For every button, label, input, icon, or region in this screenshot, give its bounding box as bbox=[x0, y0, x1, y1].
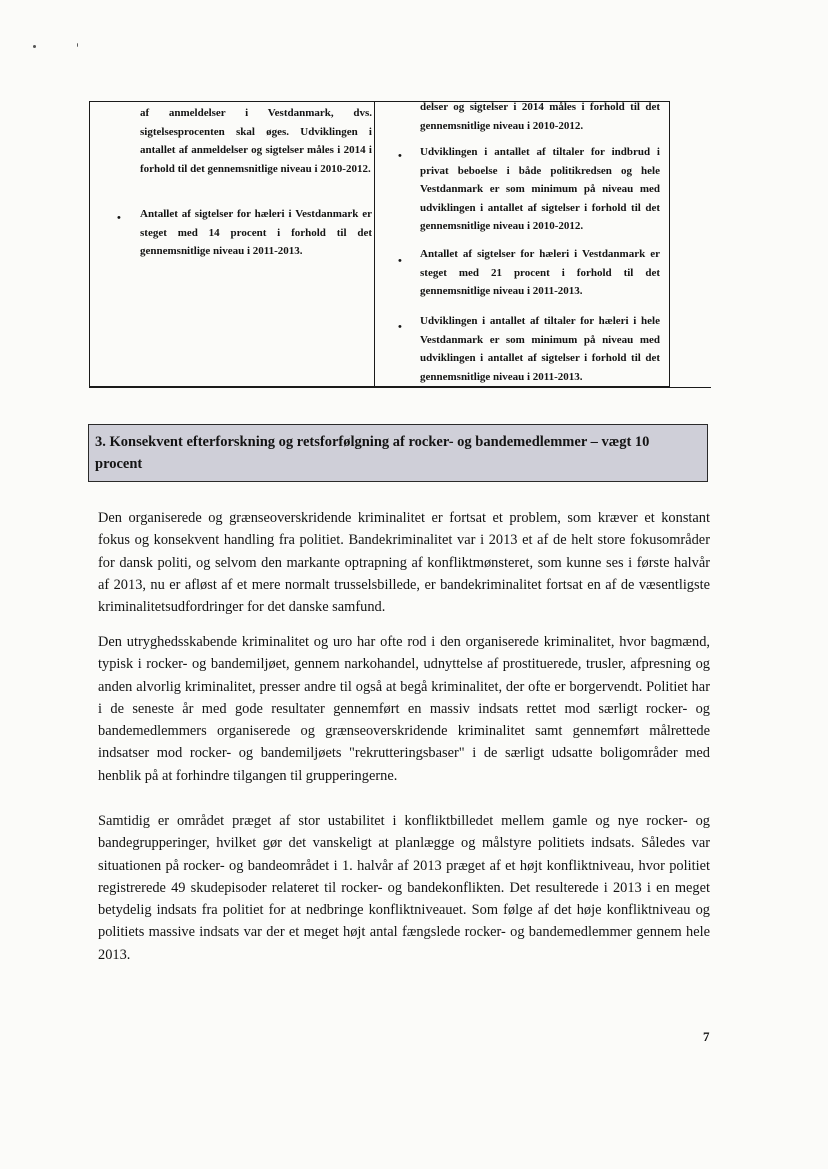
page-number: 7 bbox=[703, 1029, 710, 1044]
scan-speck bbox=[33, 45, 36, 48]
right-column-bullet: Udviklingen i antallet af tiltaler for hæleri i hele Vestdanmark er som minimum på niveau med udviklingen i antallet af sigtelser i forhold til det gennemsnitlige niveau i 2011-2013. bbox=[420, 315, 660, 383]
criteria-table bbox=[89, 101, 670, 387]
left-column-paragraph: af anmeldelser i Vestdanmark, dvs. sigtelsesprocenten skal øges. Udviklingen i antallet af anmeldelser og sigtelser måles i 2014 i forhold til det gennemsnitlige niveau i 2010-2012. bbox=[140, 107, 372, 175]
right-column-bullet: Udviklingen i antallet af tiltaler for indbrud i privat beboelse i både politikredsen og hele Vestdanmark er som minimum på niveau med udviklingen i antallet af sigtelser i forhold til det gennemsnitlige niveau i 2010-2012. bbox=[420, 146, 660, 233]
body-paragraph: Den organiserede og grænseoverskridende kriminalitet er fortsat et problem, som kræver et konstant fokus og konsekvent handling fra politiet. Bandekriminalitet var i 2013 et af de helt store fokusområder for dansk politi, og selvom den markante optrapning af konfliktmønsteret, som kunne ses i første halvår af 2013, nu er afløst af et mere normalt trusselsbillede, er bandekriminalitet fortsat en af de væsentligste kriminalitetsudfordringer for det danske samfund. bbox=[98, 510, 710, 616]
table-right-column bbox=[375, 102, 668, 386]
right-column-paragraph: delser og sigtelser i 2014 måles i forhold til det gennemsnitlige niveau i 2010-2012. bbox=[420, 101, 660, 132]
right-column-bullet: Antallet af sigtelser for hæleri i Vestdanmark er steget med 21 procent i forhold til det gennemsnitlige niveau i 2011-2013. bbox=[420, 248, 660, 298]
table-left-column bbox=[90, 102, 375, 386]
section-heading: 3. Konsekvent efterforskning og retsforfølgning af rocker- og bandemedlemmer – vægt 10 procent bbox=[88, 424, 708, 482]
body-paragraph: Den utryghedsskabende kriminalitet og uro har ofte rod i den organiserede kriminalitet, hvor bagmænd, typisk i rocker- og bandemiljøet, gennem narkohandel, udnyttelse af prostituerede, trusler, afpresning og anden alvorlig kriminalitet, presser andre til også at begå kriminalitet, der ofte er borgervendt. Politiet har i de seneste år med gode resultater gennemført en massiv indsats rettet mod særligt rocker- og bandemedlemmers organiserede og grænseoverskridende kriminalitet samt gennemført målrettede indsatser mod rocker- og bandemiljøets "rekrutteringsbaser" i de særligt udsatte boligområder med henblik på at forhindre tilgangen til grupperingerne. bbox=[98, 634, 710, 784]
body-paragraph: Samtidig er området præget af stor ustabilitet i konfliktbilledet mellem gamle og nye rocker- og bandegrupperinger, hvilket gør det vanskeligt at planlægge og målstyre politiets indsats. Således var situationen på rocker- og bandeområdet i 1. halvår af 2013 præget af et højt konfliktniveau, hvor politiet registrerede 49 skudepisoder relateret til rocker- og bandekonflikten. Det resulterede i 2013 i en meget betydelig indsats fra politiet for at nedbringe konfliktniveauet. Som følge af det høje konfliktniveau og politiets massive indsats var der et meget højt antal fængslede rocker- og bandemedlemmer gennem hele 2013. bbox=[98, 813, 710, 963]
bullet-icon: • bbox=[398, 150, 402, 162]
bullet-icon: • bbox=[398, 321, 402, 333]
scan-speck bbox=[77, 43, 78, 47]
bullet-icon: • bbox=[398, 255, 402, 267]
left-column-bullet: Antallet af sigtelser for hæleri i Vestdanmark er steget med 14 procent i forhold til det gennemsnitlige niveau i 2011-2013. bbox=[140, 208, 372, 258]
table-bottom-rule bbox=[89, 387, 711, 388]
bullet-icon: • bbox=[117, 212, 121, 224]
